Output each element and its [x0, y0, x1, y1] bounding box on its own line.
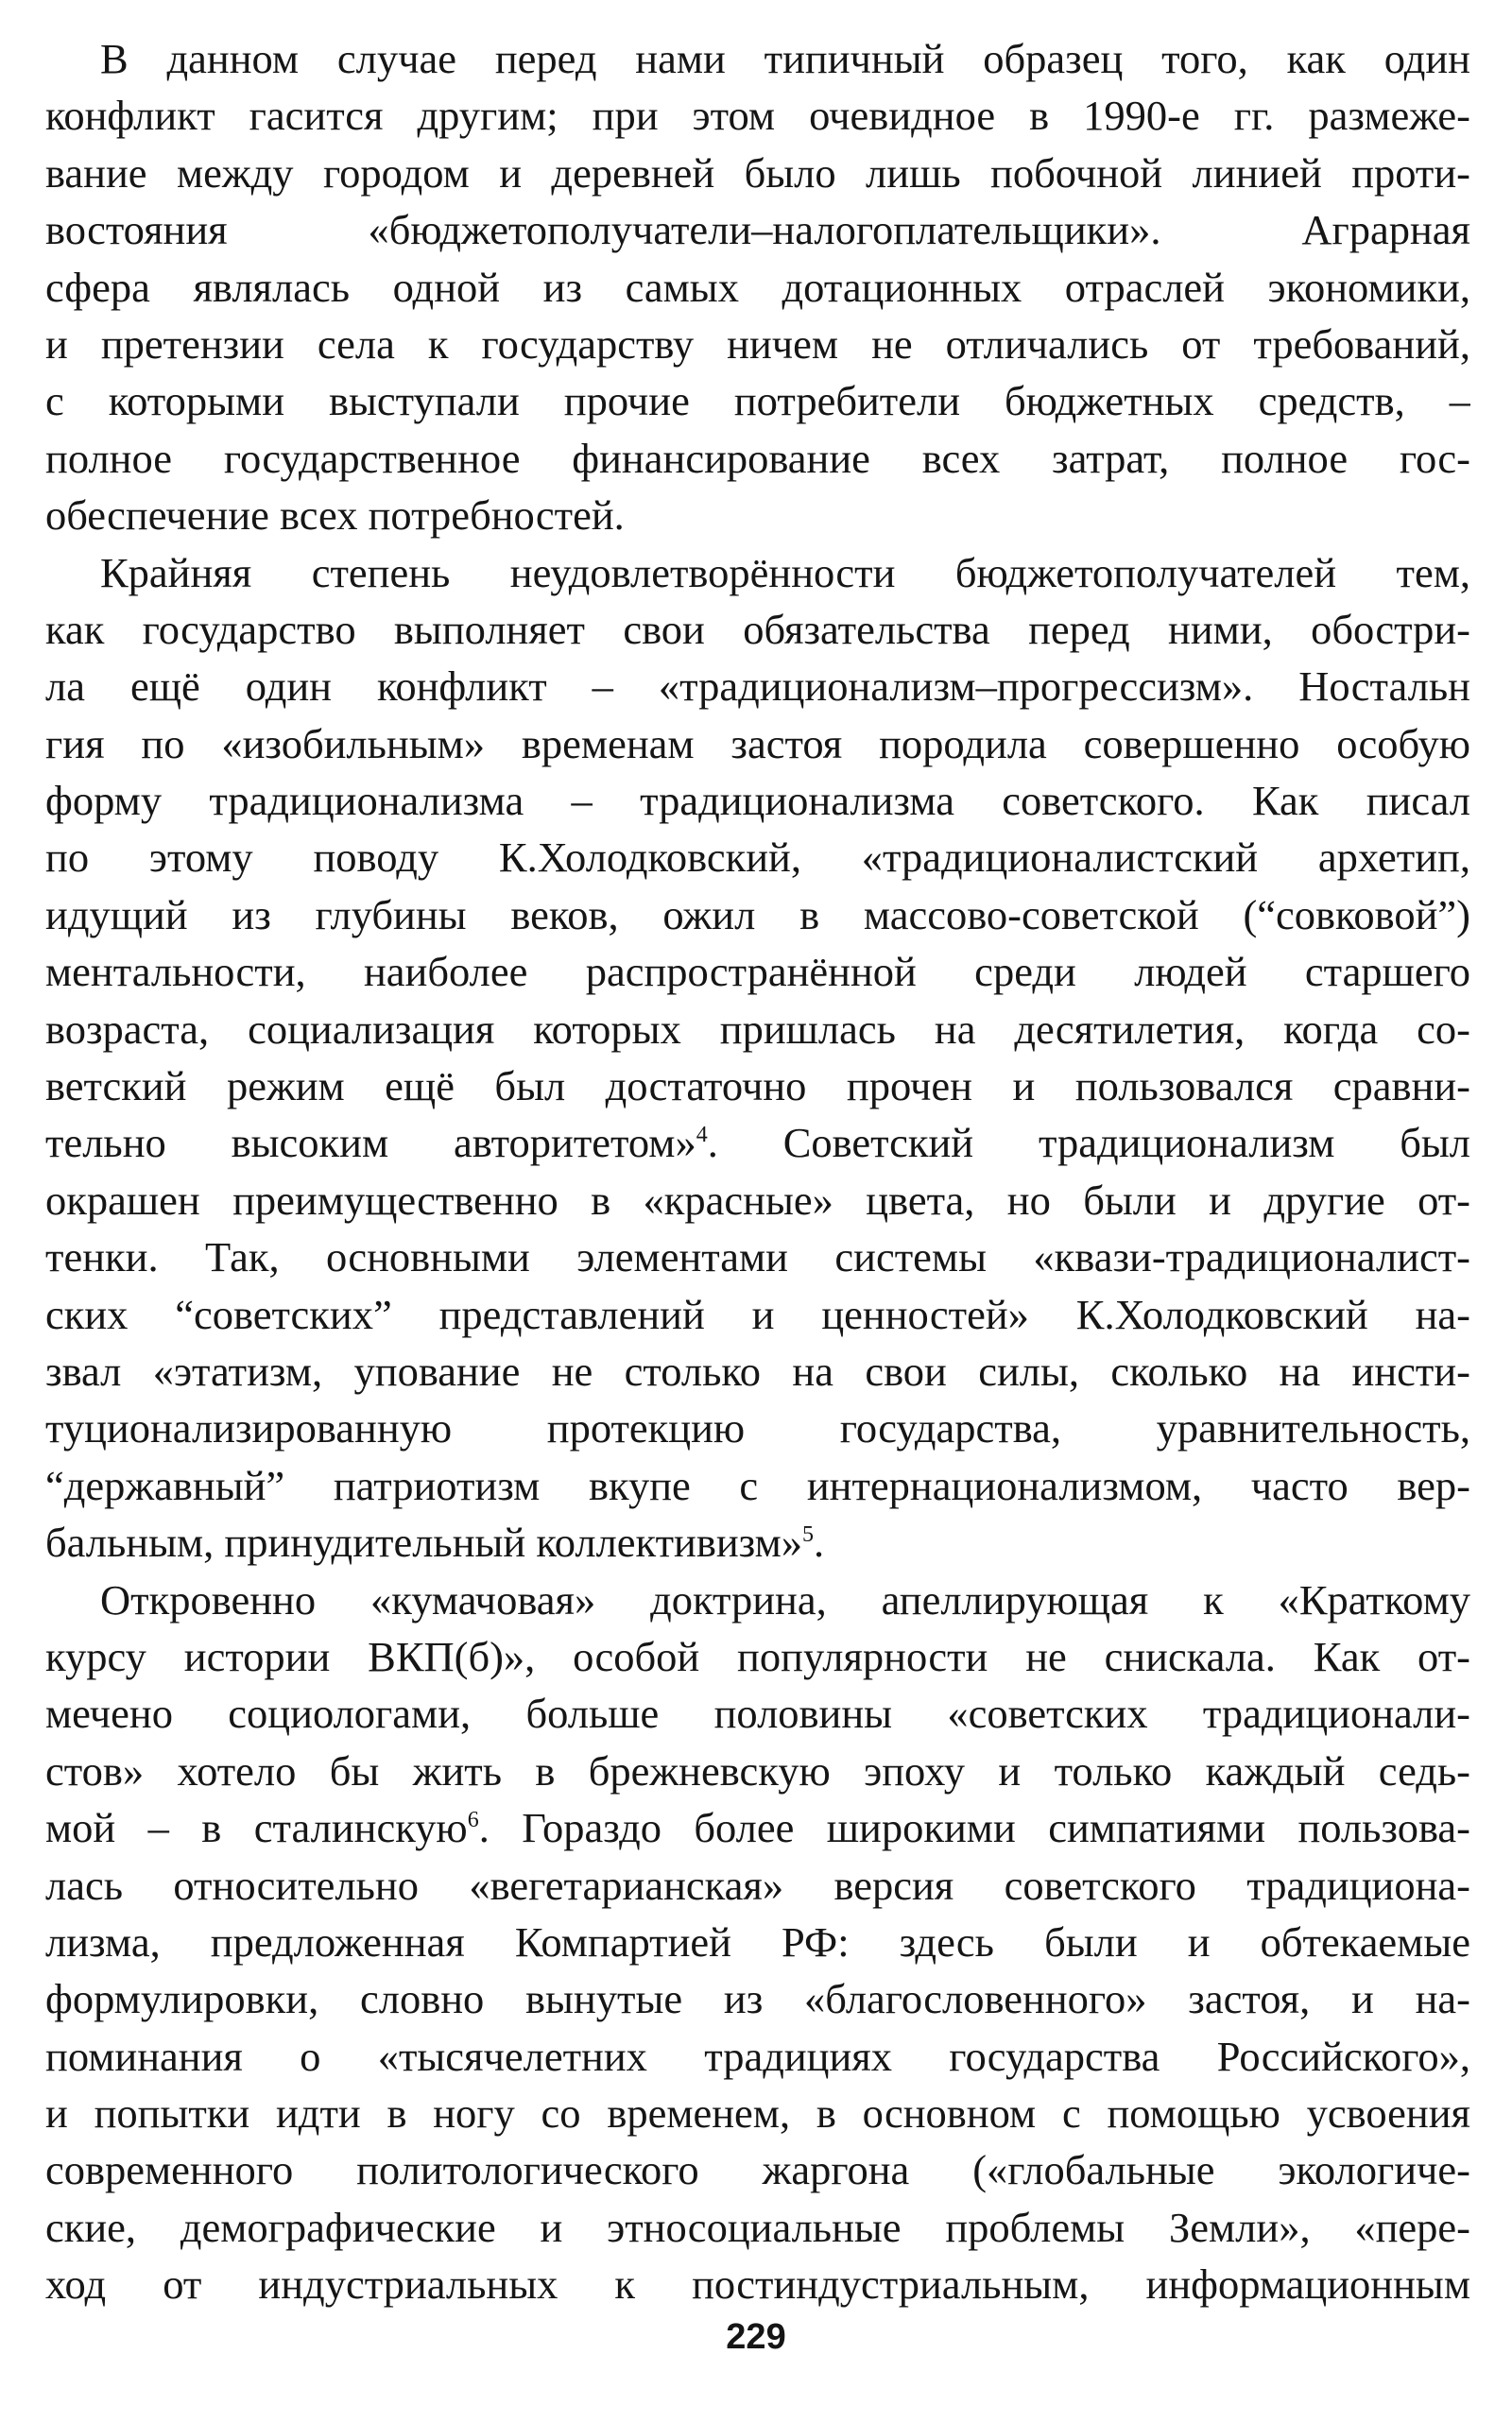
footnote-marker: 4	[696, 1123, 708, 1148]
text-line: ла ещё один конфликт – «традиционализм–прогрессизм». Ностальн	[45, 662, 1470, 711]
text-line: мечено социологами, больше половины «советских традиционали-	[45, 1690, 1470, 1738]
text-line: вание между городом и деревней было лишь побочной линией проти-	[45, 148, 1470, 197]
text-line: идущий из глубины веков, ожил в массово-советской (“совковой”)	[45, 890, 1470, 938]
text-line: ские, демографические и этносоциальные проблемы Земли», «пере-	[45, 2203, 1470, 2251]
text-segment: . Советский традиционализм был	[707, 1119, 1470, 1167]
text-line	[45, 1114, 1470, 1171]
text-line: “державный” патриотизм вкупе с интернационализмом, часто вер-	[45, 1461, 1470, 1509]
text-segment: мой – в сталинскую	[45, 1804, 468, 1852]
text-line: сфера являлась одной из самых дотационных отраслей экономики,	[45, 263, 1470, 311]
text-line: обеспечение всех потребностей.	[45, 491, 625, 540]
text-line: окрашен преимущественно в «красные» цвета, но были и другие от-	[45, 1176, 1470, 1224]
text-line: лизма, предложенная Компартией РФ: здесь были и обтекаемые	[45, 1917, 1470, 1966]
paragraph-2	[45, 544, 1470, 1572]
text-line: В данном случае перед нами типичный образец того, как один	[100, 35, 1470, 82]
text-line: поминания о «тысячелетних традициях государства Российского»,	[45, 2032, 1470, 2080]
footnote-marker: 5	[802, 1522, 815, 1548]
text-line: курсу истории ВКП(б)», особой популярности не снискала. Как от-	[45, 1632, 1470, 1680]
text-segment: тельно высоким авторитетом»	[45, 1119, 696, 1167]
text-line: гия по «изобильным» временам застоя породила совершенно особую	[45, 719, 1470, 767]
page-number: 229	[726, 2317, 786, 2357]
text-segment: .	[814, 1519, 825, 1567]
text-line: лась относительно «вегетарианская» версия советского традициона-	[45, 1861, 1470, 1909]
text-line: и претензии села к государству ничем не отличались от требований,	[45, 319, 1470, 368]
text-line: востояния «бюджетополучатели–налогоплательщики». Аграрная	[45, 206, 1470, 254]
text-line: формулировки, словно вынутые из «благословенного» застоя, и на-	[45, 1975, 1470, 2023]
text-line: с которыми выступали прочие потребители бюджетных средств, –	[45, 377, 1470, 425]
text-line: ментальности, наиболее распространённой среди людей старшего	[45, 948, 1470, 996]
text-line: ветский режим ещё был достаточно прочен и пользовался сравни-	[45, 1062, 1470, 1110]
text-line: конфликт гасится другим; при этом очевидное в 1990-е гг. размеже-	[45, 92, 1470, 140]
text-line: полное государственное финансирование всех затрат, полное гос-	[45, 434, 1470, 482]
text-line: туционализированную протекцию государства, уравнительность,	[45, 1404, 1470, 1452]
paragraph-3	[45, 1572, 1470, 2313]
text-line	[45, 1514, 1470, 1571]
text-line: стов» хотело бы жить в брежневскую эпоху и только каждый седь-	[45, 1746, 1470, 1795]
body-text	[45, 30, 1470, 2313]
text-line: звал «этатизм, упование не столько на свои силы, сколько на инсти-	[45, 1347, 1470, 1395]
text-line: ских “советских” представлений и ценностей» К.Холодковский на-	[45, 1290, 1470, 1338]
text-line: форму традиционализма – традиционализма советского. Как писал	[45, 777, 1470, 825]
text-line	[45, 1799, 1470, 1856]
text-segment: . Гораздо более широкими симпатиями пользова-	[478, 1804, 1470, 1852]
text-line: возраста, социализация которых пришлась на десятилетия, когда со-	[45, 1005, 1470, 1053]
paragraph-1	[45, 30, 1470, 544]
text-line: по этому поводу К.Холодковский, «традиционалистский архетип,	[45, 833, 1470, 882]
text-segment: бальным, принудительный коллективизм»	[45, 1519, 803, 1567]
text-line: Крайняя степень неудовлетворённости бюджетополучателей тем,	[100, 548, 1470, 596]
text-line: современного политологического жаргона («глобальные экологиче-	[45, 2146, 1470, 2194]
text-line: как государство выполняет свои обязательства перед ними, обостри-	[45, 605, 1470, 653]
footnote-marker: 6	[467, 1808, 479, 1833]
text-line: Откровенно «кумачовая» доктрина, апеллирующая к «Краткому	[100, 1575, 1470, 1624]
text-line: и попытки идти в ногу со временем, в основном с помощью усвоения	[45, 2089, 1470, 2138]
text-line: ход от индустриальных к постиндустриальным, информационным	[45, 2260, 1470, 2309]
text-line: тенки. Так, основными элементами системы «квази-традиционалист-	[45, 1233, 1470, 1281]
